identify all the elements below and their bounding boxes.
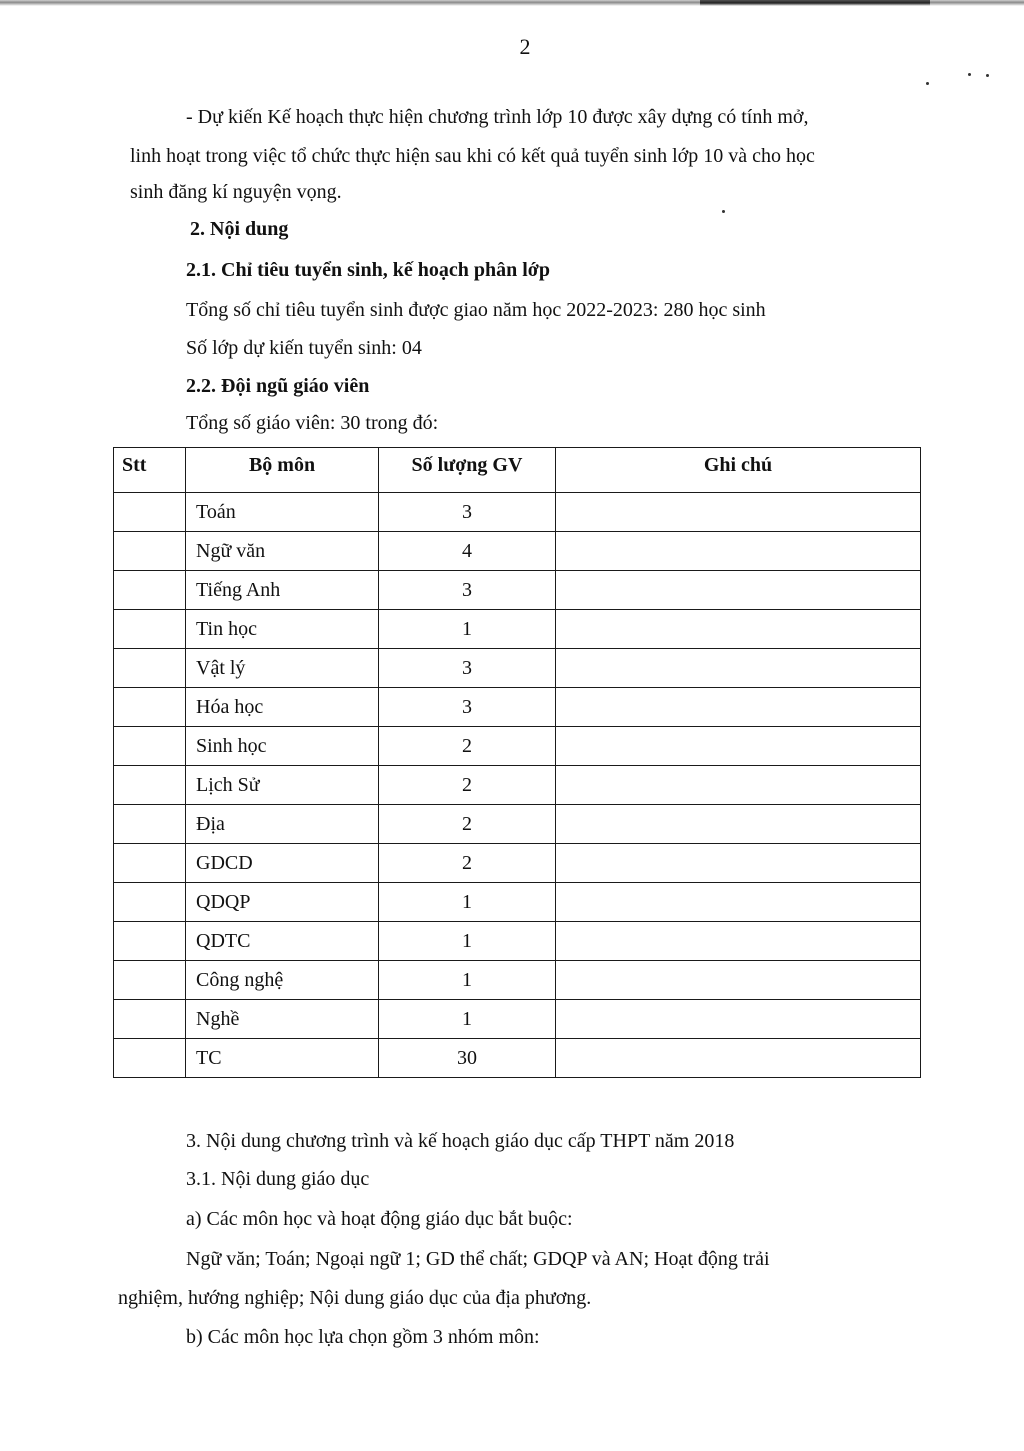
table-body (114, 493, 921, 1078)
scan-speck (722, 210, 725, 213)
cell-teacher-count: 4 (379, 532, 556, 571)
cell-note (556, 493, 921, 532)
cell-subject: Lịch Sử (186, 766, 379, 805)
table-row (114, 532, 921, 571)
cell-subject: GDCD (186, 844, 379, 883)
cell-subject: Tin học (186, 610, 379, 649)
cell-teacher-count: 30 (379, 1039, 556, 1078)
section-3-heading: 3. Nội dung chương trình và kế hoạch giáo dục cấp THPT năm 2018 (186, 1130, 735, 1152)
item-a-detail-line-2: nghiệm, hướng nghiệp; Nội dung giáo dục của địa phương. (118, 1287, 592, 1309)
intro-line-1: - Dự kiến Kế hoạch thực hiện chương trình lớp 10 được xây dựng có tính mở, (186, 106, 809, 128)
cell-subject: Sinh học (186, 727, 379, 766)
cell-note (556, 805, 921, 844)
cell-teacher-count: 1 (379, 1000, 556, 1039)
cell-note (556, 532, 921, 571)
cell-note (556, 766, 921, 805)
cell-subject: Địa (186, 805, 379, 844)
cell-stt (114, 922, 186, 961)
cell-subject: QDQP (186, 883, 379, 922)
cell-note (556, 922, 921, 961)
cell-teacher-count: 2 (379, 766, 556, 805)
cell-teacher-count: 1 (379, 961, 556, 1000)
table-row (114, 493, 921, 532)
cell-subject: Toán (186, 493, 379, 532)
cell-stt (114, 1000, 186, 1039)
class-count-text: Số lớp dự kiến tuyển sinh: 04 (186, 337, 422, 359)
header-note: Ghi chú (556, 448, 921, 493)
cell-teacher-count: 1 (379, 922, 556, 961)
cell-stt (114, 766, 186, 805)
cell-teacher-count: 3 (379, 493, 556, 532)
table-row (114, 1000, 921, 1039)
section-2-1-heading: 2.1. Chỉ tiêu tuyển sinh, kế hoạch phân lớp (186, 259, 550, 281)
cell-stt (114, 493, 186, 532)
cell-teacher-count: 3 (379, 649, 556, 688)
section-2-heading: 2. Nội dung (190, 218, 289, 240)
cell-stt (114, 805, 186, 844)
cell-subject: Hóa học (186, 688, 379, 727)
cell-note (556, 1000, 921, 1039)
cell-stt (114, 610, 186, 649)
table-row (114, 727, 921, 766)
item-a-detail-line-1: Ngữ văn; Toán; Ngoại ngữ 1; GD thể chất; GDQP và AN; Hoạt động trải (186, 1248, 770, 1270)
cell-stt (114, 532, 186, 571)
enrollment-quota-text: Tổng số chỉ tiêu tuyển sinh được giao năm học 2022-2023: 280 học sinh (186, 299, 766, 321)
table-row (114, 961, 921, 1000)
cell-note (556, 727, 921, 766)
header-stt: Stt (114, 448, 186, 493)
table-row (114, 766, 921, 805)
cell-note (556, 961, 921, 1000)
header-subject: Bộ môn (186, 448, 379, 493)
cell-note (556, 610, 921, 649)
item-a-text: a) Các môn học và hoạt động giáo dục bắt buộc: (186, 1208, 573, 1230)
cell-stt (114, 649, 186, 688)
item-b-text: b) Các môn học lựa chọn gồm 3 nhóm môn: (186, 1326, 540, 1348)
table-row (114, 883, 921, 922)
table-row (114, 610, 921, 649)
table-header-row (114, 448, 921, 493)
cell-subject: Nghề (186, 1000, 379, 1039)
table-row (114, 844, 921, 883)
cell-stt (114, 727, 186, 766)
table-row (114, 649, 921, 688)
cell-teacher-count: 3 (379, 688, 556, 727)
table-row (114, 571, 921, 610)
cell-stt (114, 571, 186, 610)
cell-subject: Tiếng Anh (186, 571, 379, 610)
cell-teacher-count: 1 (379, 883, 556, 922)
table-row (114, 1039, 921, 1078)
cell-subject: Ngữ văn (186, 532, 379, 571)
cell-subject: Vật lý (186, 649, 379, 688)
cell-teacher-count: 2 (379, 727, 556, 766)
cell-teacher-count: 1 (379, 610, 556, 649)
cell-note (556, 571, 921, 610)
cell-teacher-count: 3 (379, 571, 556, 610)
cell-subject: Công nghệ (186, 961, 379, 1000)
intro-line-2: linh hoạt trong việc tổ chức thực hiện sau khi có kết quả tuyển sinh lớp 10 và cho học (130, 145, 815, 167)
scan-speck (986, 74, 989, 77)
cell-note (556, 649, 921, 688)
cell-teacher-count: 2 (379, 805, 556, 844)
section-2-2-heading: 2.2. Đội ngũ giáo viên (186, 375, 370, 397)
cell-subject: QDTC (186, 922, 379, 961)
scan-edge-shadow (700, 0, 930, 6)
table-row (114, 922, 921, 961)
page-number: 2 (519, 34, 531, 59)
section-3-1-heading: 3.1. Nội dung giáo dục (186, 1168, 370, 1190)
cell-note (556, 1039, 921, 1078)
cell-stt (114, 1039, 186, 1078)
cell-stt (114, 883, 186, 922)
intro-line-3: sinh đăng kí nguyện vọng. (130, 181, 342, 203)
scan-speck (968, 73, 971, 76)
table-row (114, 688, 921, 727)
cell-note (556, 883, 921, 922)
header-teacher-count: Số lượng GV (379, 448, 556, 493)
cell-stt (114, 961, 186, 1000)
teacher-total-text: Tổng số giáo viên: 30 trong đó: (186, 412, 439, 434)
cell-teacher-count: 2 (379, 844, 556, 883)
table-row (114, 805, 921, 844)
cell-stt (114, 844, 186, 883)
cell-note (556, 688, 921, 727)
cell-subject: TC (186, 1039, 379, 1078)
cell-stt (114, 688, 186, 727)
scan-speck (926, 82, 929, 85)
teacher-staff-table (113, 447, 921, 1078)
cell-note (556, 844, 921, 883)
